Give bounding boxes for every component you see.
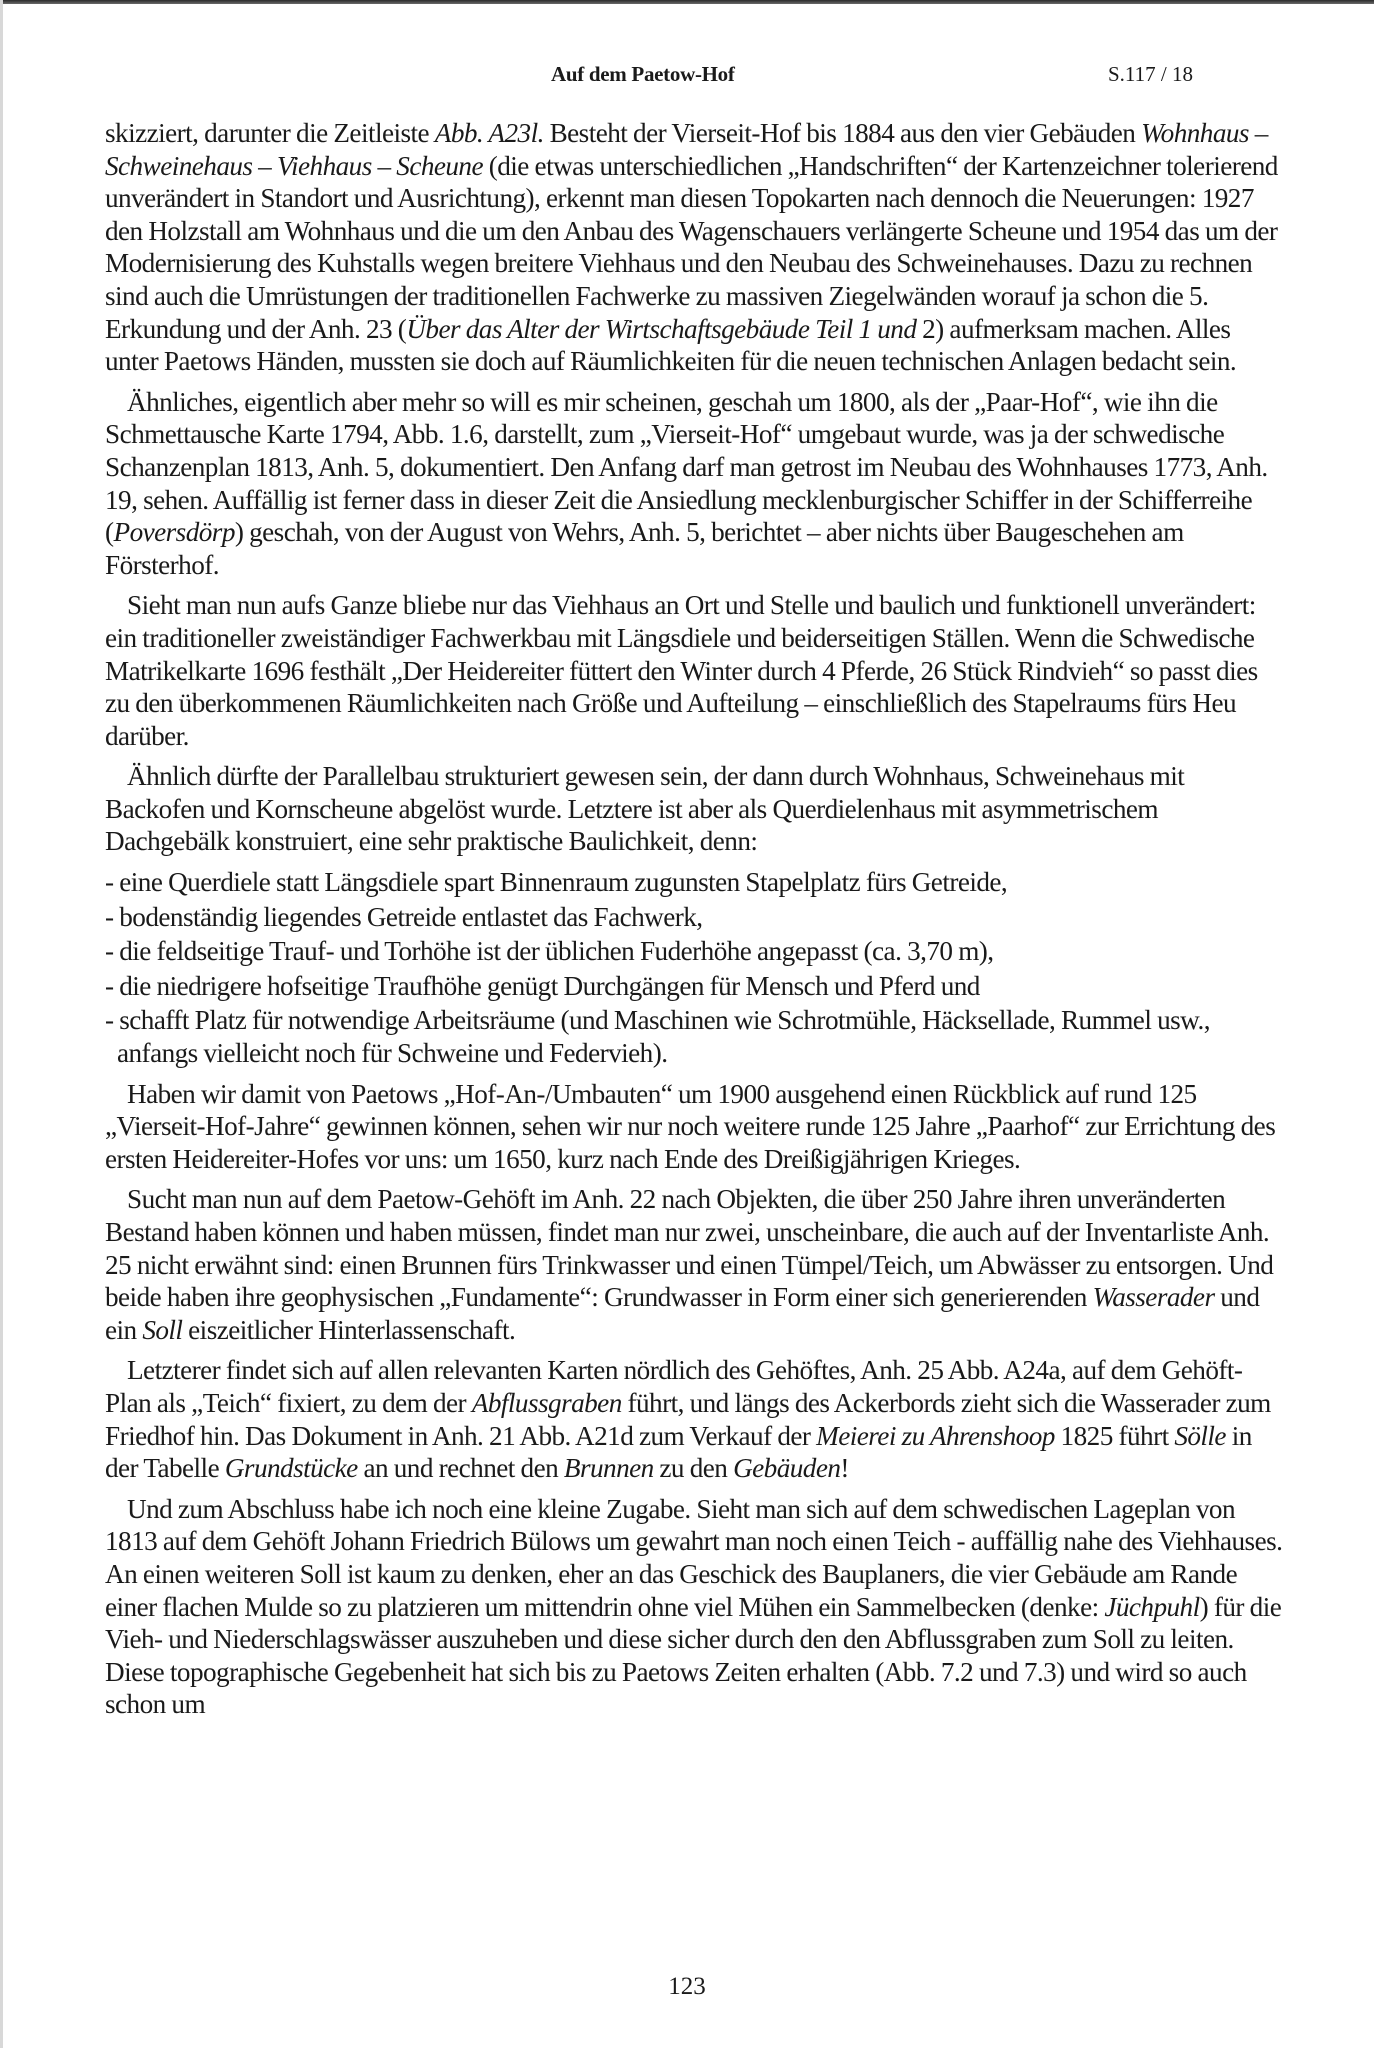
text-run: führt, und längs des Ackerbords zieht sich die Wasserader zum Friedhof hin. Das Dokument in Anh. 21 Abb. A21d zum Verkauf der: [105, 1387, 1271, 1451]
paragraph: [105, 589, 1285, 752]
body-text: [105, 117, 1285, 1729]
paragraph: [105, 386, 1285, 582]
paragraph: [105, 1493, 1285, 1721]
text-run: Und zum Abschluss habe ich noch eine kleine Zugabe. Sieht man sich auf dem schwedischen Lageplan von 1813 auf dem Gehöft Johann Friedrich Bülows um gewahrt man noch einen Teich - auffällig nahe des Viehhauses. An einen weiteren Soll ist kaum zu denken, eher an das Geschick des Bauplaners, die vier Gebäude am Rande einer flachen Mulde so zu platzieren um mittendrin ohne viel Mühen ein Sammelbecken (denke:: [105, 1493, 1283, 1622]
text-run: (die etwas unterschiedlichen „Handschriften“ der Kartenzeichner tolerierend unverändert in Standort und Ausrichtung), erkennt man diesen Topokarten nach dennoch die Neuerungen: 1927 den Holzstall am Wohnhaus und die um den Anbau des Wagenschauers verlängerte Scheune und 1954 das um der Modernisierung des Kuhstalls wegen breitere Viehhaus und den Neubau des Schweinehauses. Dazu zu rechnen sind auch die Umrüstungen der traditionellen Fachwerke zu massiven Ziegelwänden worauf ja schon die 5. Erkundung und der Anh. 23 (: [105, 150, 1278, 344]
text-run: in der Tabelle: [105, 1420, 1252, 1484]
header-title: Auf dem Paetow-Hof: [551, 62, 735, 86]
scan-top-edge: [0, 0, 1374, 4]
text-run: eiszeitlicher Hinterlassenschaft.: [182, 1314, 516, 1345]
page-number: 123: [668, 1973, 706, 2000]
text-run: Haben wir damit von Paetows „Hof-An-/Umbauten“ um 1900 ausgehend einen Rückblick auf rund 125 „Vierseit-Hof-Jahre“ gewinnen können, sehen wir nur noch weitere runde 125 Jahre „Paarhof“ zur Errichtung des ersten Heidereiter-Hofes vor uns: um 1650, kurz nach Ende des Dreißigjährigen Krieges.: [105, 1078, 1276, 1174]
text-run: Besteht der Vierseit-Hof bis 1884 aus den vier Gebäuden: [543, 118, 1142, 148]
italic-text: Brunnen: [563, 1453, 654, 1484]
text-run: Letzterer findet sich auf allen relevanten Karten nördlich des Gehöftes, Anh. 25 Abb. A24a, auf dem Gehöft-Plan als „Teich“ fixiert, zu dem der: [105, 1355, 1243, 1418]
text-run: an und rechnet den: [357, 1453, 564, 1484]
paragraph: [105, 1078, 1285, 1176]
text-run: zu den: [653, 1453, 734, 1484]
italic-text: Abb. A23l.: [434, 118, 544, 148]
text-run: 1825 führt: [1054, 1420, 1175, 1451]
italic-text: Gebäuden: [733, 1453, 841, 1484]
italic-text: Grundstücke: [224, 1453, 358, 1484]
running-header: [0, 62, 1374, 92]
list-item: - schafft Platz für notwendige Arbeitsräume (und Maschinen wie Schrotmühle, Häcksellade, Rummel usw., anfangs vielleicht noch für Schweine und Federvieh).: [105, 1005, 1210, 1069]
text-run: Ähnliches, eigentlich aber mehr so will es mir scheinen, geschah um 1800, als der „Paar-Hof“, wie ihn die Schmettausche Karte 1794, Abb. 1.6, darstellt, zum „Vierseit-Hof“ umgebaut wurde, was ja der schwedische Schanzenplan 1813, Anh. 5, dokumentiert. Den Anfang darf man getrost im Neubau des Wohnhauses 1773, Anh. 19, sehen. Auffällig ist ferner dass in dieser Zeit die Ansiedlung mecklenburgischer Schiffer in der Schifferreihe (: [105, 386, 1268, 548]
list-item: - bodenständig liegendes Getreide entlastet das Fachwerk,: [105, 901, 703, 932]
text-run: skizziert, darunter die Zeitleiste: [105, 118, 435, 148]
paragraph: [105, 760, 1285, 858]
paragraph: [105, 1354, 1285, 1484]
italic-text: Wasserader: [1092, 1282, 1215, 1313]
text-run: und ein: [105, 1282, 1260, 1345]
advantages-list: [105, 866, 1285, 1070]
paragraphs-before-list: [105, 117, 1285, 858]
list-item: - die feldseitige Trauf- und Torhöhe ist der üblichen Fuderhöhe angepasst (ca. 3,70 m),: [105, 936, 994, 967]
italic-text: Soll: [142, 1314, 183, 1345]
list-item: - die niedrigere hofseitige Traufhöhe genügt Durchgängen für Mensch und Pferd und: [105, 970, 980, 1001]
italic-text: Wohnhaus – Schweinehaus – Viehhaus – Scheune: [105, 118, 1268, 181]
list-item: - eine Querdiele statt Längsdiele spart Binnenraum zugunsten Stapelplatz fürs Getreide,: [105, 867, 1008, 898]
text-run: Sucht man nun auf dem Paetow-Gehöft im Anh. 22 nach Objekten, die über 250 Jahre ihren unveränderten Bestand haben können und haben müssen, findet man nur zwei, unscheinbare, die auch auf der Inventarliste Anh. 25 nicht erwähnt sind: einen Brunnen fürs Trinkwasser und einen Tümpel/Teich, um Abwässer zu entsorgen. Und beide haben ihre geophysischen „Fundamente“: Grundwasser in Form einer sich generierenden: [105, 1184, 1274, 1313]
text-run: 2) aufmerksam machen. Alles unter Paetows Händen, mussten sie doch auf Räumlichkeiten für die neuen technischen Anlagen bedacht sein.: [105, 313, 1237, 377]
italic-text: Meierei zu Ahrenshoop: [816, 1420, 1055, 1451]
paragraph: [105, 1183, 1285, 1346]
italic-text: Poversdörp: [113, 517, 235, 548]
paragraphs-after-list: [105, 1078, 1285, 1721]
italic-text: Jüchpuhl: [1104, 1591, 1200, 1622]
text-run: ) geschah, von der August von Wehrs, Anh. 5, berichtet – aber nichts über Baugeschehen am Försterhof.: [105, 517, 1184, 580]
italic-text: Abflussgraben: [471, 1387, 622, 1418]
header-page-reference: S.117 / 18: [1108, 62, 1193, 86]
text-run: ) für die Vieh- und Niederschlagswässer auszuheben und diese sicher durch den den Abflussgraben zum Soll zu leiten. Diese topographische Gegebenheit hat sich bis zu Paetows Zeiten erhalten (Abb. 7.2 und 7.3) und wird so auch schon um: [105, 1591, 1282, 1720]
italic-text: Sölle: [1174, 1420, 1226, 1451]
text-run: !: [840, 1453, 849, 1484]
text-run: Sieht man nun aufs Ganze bliebe nur das Viehhaus an Ort und Stelle und baulich und funktionell unverändert: ein traditioneller zweiständiger Fachwerkbau mit Längsdiele und beiderseitigen Ställen. Wenn die Schwedische Matrikelkarte 1696 festhält „Der Heidereiter füttert den Winter durch 4 Pferde, 26 Stück Rindvieh“ so passt dies zu den überkommenen Räumlichkeiten nach Größe und Aufteilung – einschließlich des Stapelraums fürs Heu darüber.: [105, 590, 1258, 751]
paragraph: [105, 117, 1285, 378]
scan-left-edge: [0, 0, 3, 2048]
text-run: Ähnlich dürfte der Parallelbau strukturiert gewesen sein, der dann durch Wohnhaus, Schweinehaus mit Backofen und Kornscheune abgelöst wurde. Letztere ist aber als Querdielenhaus mit asymmetrischem Dachgebälk konstruiert, eine sehr praktische Baulichkeit, denn:: [105, 761, 1185, 857]
italic-text: Über das Alter der Wirtschaftsgebäude Teil 1 und: [406, 313, 917, 344]
